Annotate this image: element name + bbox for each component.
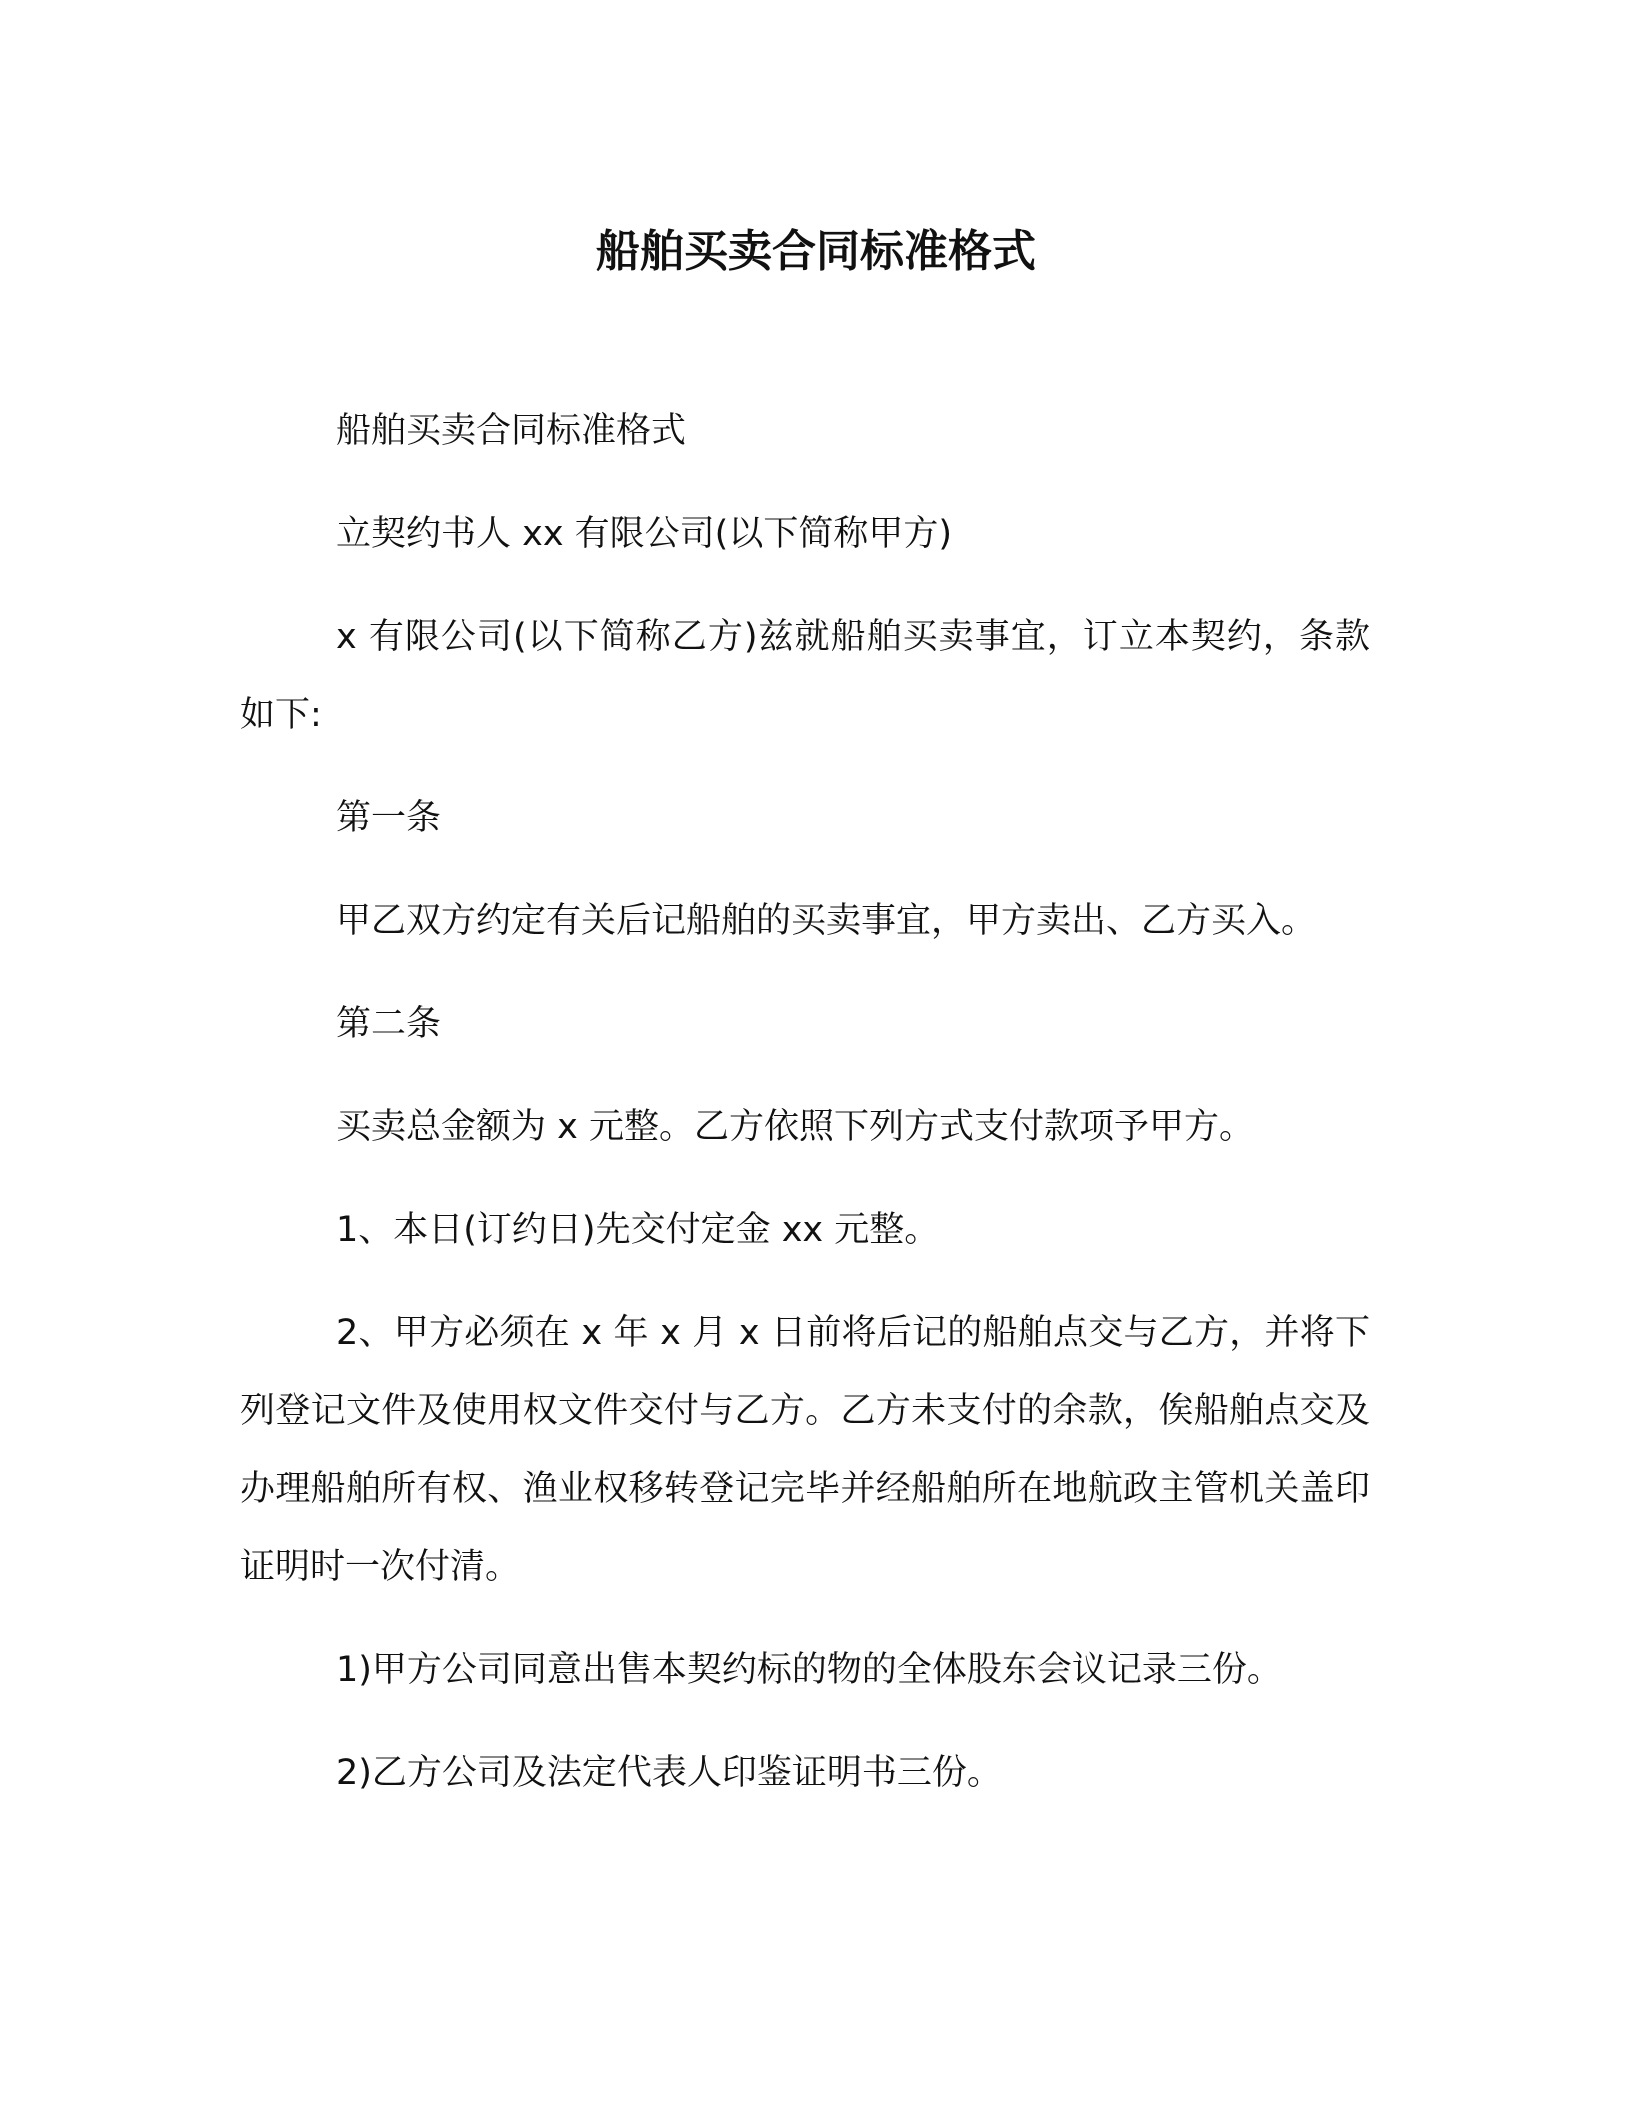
clause-2: 2、甲方必须在 x 年 x 月 x 日前将后记的船舶点交与乙方，并将下列登记文件及使用权文件交付与乙方。乙方未支付的余款，俟船舶点交及办理船舶所有权、渔业权移转登记完毕并经船舶所在地航政主管机关盖印证明时一次付清。 (240, 1313, 1370, 1587)
sub-item-1: 1)甲方公司同意出售本契约标的物的全体股东会议记录三份。 (336, 1650, 1282, 1690)
paragraph-party-a: 立契约书人 xx 有限公司(以下简称甲方) (336, 514, 952, 554)
article-2-text: 买卖总金额为 x 元整。乙方依照下列方式支付款项予甲方。 (336, 1107, 1254, 1147)
clause-1: 1、本日(订约日)先交付定金 xx 元整。 (336, 1210, 940, 1250)
document-body (240, 392, 1370, 1837)
document-title: 船舶买卖合同标准格式 (596, 226, 1036, 277)
paragraph-party-b: x 有限公司(以下简称乙方)兹就船舶买卖事宜，订立本契约，条款如下: (240, 617, 1370, 735)
article-1-heading: 第一条 (336, 798, 442, 838)
paragraph-subtitle: 船舶买卖合同标准格式 (336, 411, 687, 451)
sub-item-2: 2)乙方公司及法定代表人印鉴证明书三份。 (336, 1753, 1002, 1793)
article-1-text: 甲乙双方约定有关后记船舶的买卖事宜，甲方卖出、乙方买入。 (336, 901, 1317, 941)
article-2-heading: 第二条 (336, 1004, 442, 1044)
